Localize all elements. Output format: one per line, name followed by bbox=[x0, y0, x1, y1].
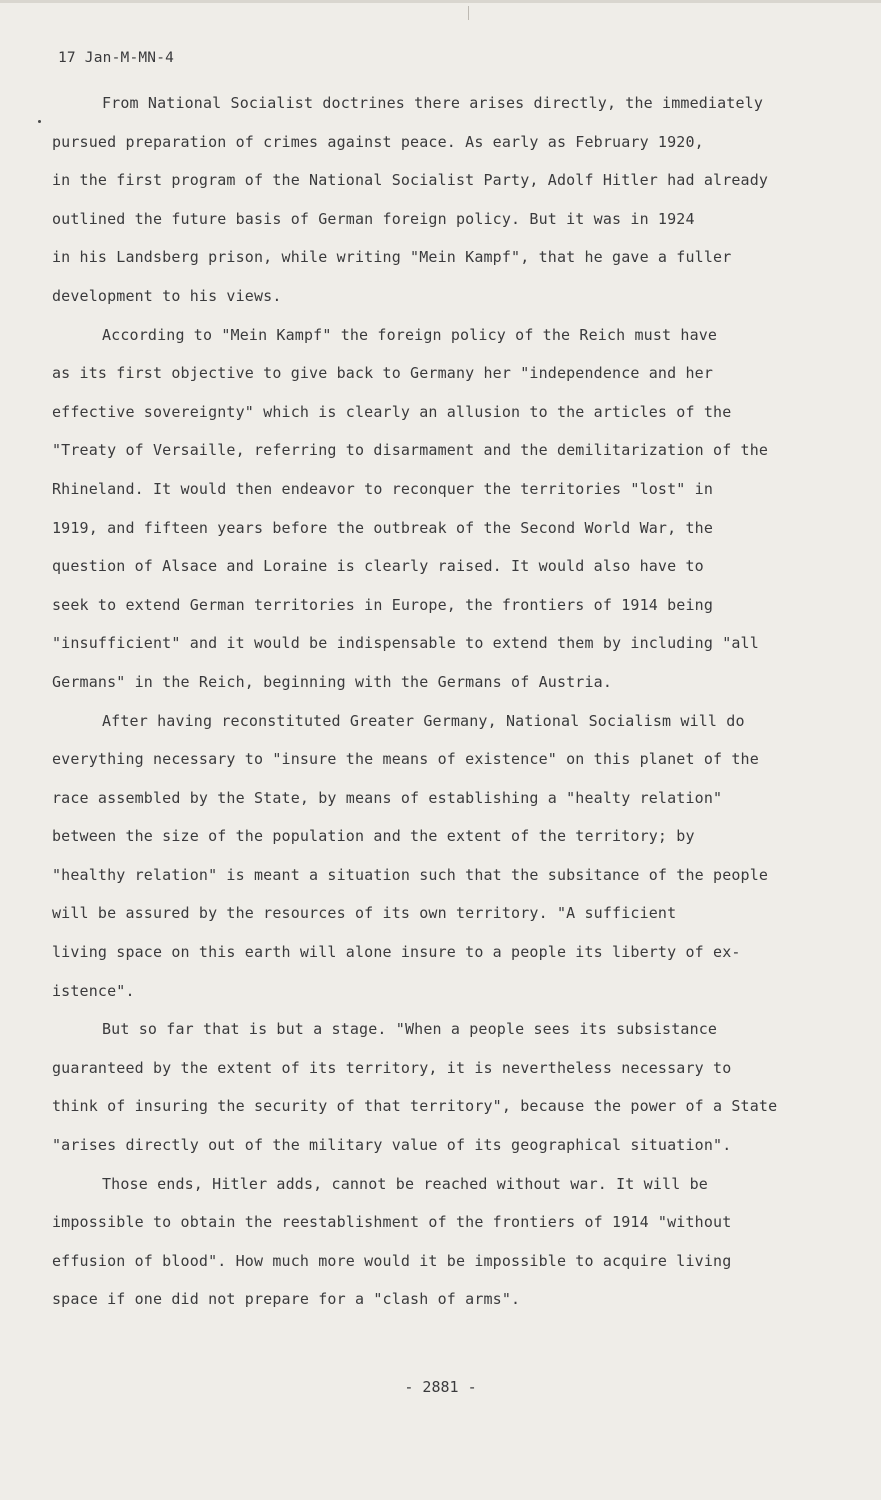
text-line: everything necessary to "insure the means of existence" on this planet of the bbox=[52, 750, 759, 769]
paragraph-5 bbox=[52, 1165, 822, 1319]
text-line: between the size of the population and the extent of the territory; by bbox=[52, 827, 695, 846]
page-top-edge bbox=[0, 0, 881, 3]
text-line: Rhineland. It would then endeavor to reconquer the territories "lost" in bbox=[52, 479, 714, 498]
text-line: living space on this earth will alone insure to a people its liberty of ex- bbox=[52, 943, 741, 962]
text-line: question of Alsace and Loraine is clearly raised. It would also have to bbox=[52, 557, 704, 576]
text-line: 1919, and fifteen years before the outbreak of the Second World War, the bbox=[52, 518, 714, 537]
text-line: outlined the future basis of German foreign policy. But it was in 1924 bbox=[52, 209, 695, 228]
paragraph-3 bbox=[52, 702, 822, 1011]
page-number: - 2881 - bbox=[404, 1378, 477, 1396]
text-line: will be assured by the resources of its own territory. "A sufficient bbox=[52, 904, 677, 923]
text-line: After having reconstituted Greater Germany, National Socialism will do bbox=[102, 711, 745, 730]
text-line: space if one did not prepare for a "clash of arms". bbox=[52, 1290, 521, 1309]
text-line: "Treaty of Versaille, referring to disarmament and the demilitarization of the bbox=[52, 441, 769, 460]
text-line: as its first objective to give back to Germany her "independence and her bbox=[52, 364, 714, 383]
text-line: guaranteed by the extent of its territory, it is nevertheless necessary to bbox=[52, 1058, 732, 1077]
document-body bbox=[52, 84, 822, 1319]
text-line: istence". bbox=[52, 981, 135, 1000]
text-line: effusion of blood". How much more would it be impossible to acquire living bbox=[52, 1251, 732, 1270]
text-line: From National Socialist doctrines there arises directly, the immediately bbox=[102, 94, 764, 112]
margin-dot bbox=[38, 120, 41, 123]
text-line: seek to extend German territories in Europe, the frontiers of 1914 being bbox=[52, 595, 714, 614]
text-line: development to his views. bbox=[52, 286, 282, 305]
text-line: But so far that is but a stage. "When a people sees its subsistance bbox=[102, 1020, 718, 1039]
text-line: "insufficient" and it would be indispensable to extend them by including "all bbox=[52, 634, 759, 653]
text-line: pursued preparation of crimes against peace. As early as February 1920, bbox=[52, 132, 704, 151]
text-line: Germans" in the Reich, beginning with the Germans of Austria. bbox=[52, 672, 613, 691]
text-line: effective sovereignty" which is clearly an allusion to the articles of the bbox=[52, 402, 732, 421]
text-line: According to "Mein Kampf" the foreign policy of the Reich must have bbox=[102, 325, 718, 344]
text-line: "healthy relation" is meant a situation such that the subsitance of the people bbox=[52, 865, 769, 884]
text-line: in his Landsberg prison, while writing "Mein Kampf", that he gave a fuller bbox=[52, 248, 732, 267]
paragraph-2 bbox=[52, 316, 822, 702]
text-line: "arises directly out of the military value of its geographical situation". bbox=[52, 1136, 732, 1155]
text-line: in the first program of the National Socialist Party, Adolf Hitler had already bbox=[52, 171, 769, 190]
top-crease-mark bbox=[468, 6, 469, 20]
text-line: Those ends, Hitler adds, cannot be reached without war. It will be bbox=[102, 1174, 708, 1193]
document-reference: 17 Jan-M-MN-4 bbox=[58, 50, 175, 66]
paragraph-4 bbox=[52, 1010, 822, 1164]
text-line: race assembled by the State, by means of establishing a "healty relation" bbox=[52, 788, 723, 807]
text-line: impossible to obtain the reestablishment of the frontiers of 1914 "without bbox=[52, 1213, 732, 1232]
paragraph-1 bbox=[52, 84, 822, 316]
text-line: think of insuring the security of that territory", because the power of a State bbox=[52, 1097, 778, 1116]
